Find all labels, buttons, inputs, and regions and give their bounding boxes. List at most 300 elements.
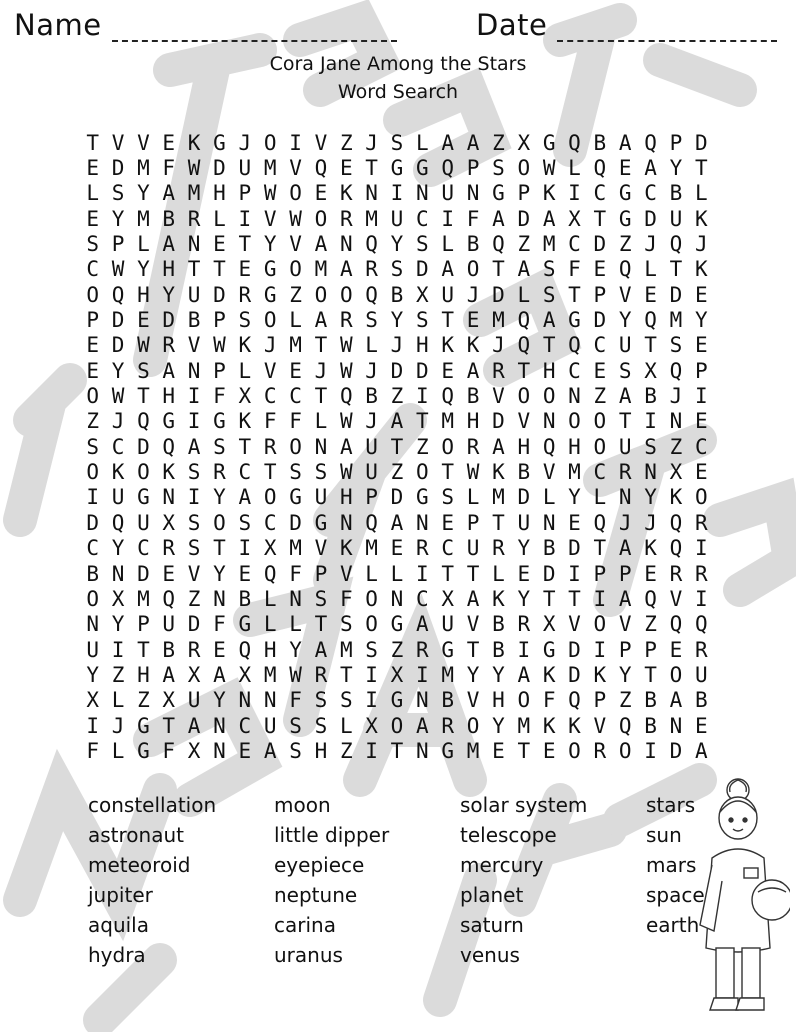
grid-letter[interactable]: K [644,536,657,561]
grid-letter[interactable]: I [187,485,201,510]
grid-letter[interactable]: L [314,409,328,434]
grid-letter[interactable]: K [669,485,683,510]
grid-letter[interactable]: Y [618,662,632,687]
grid-letter[interactable]: K [162,460,176,485]
grid-letter[interactable]: L [441,232,455,257]
grid-letter[interactable]: A [263,738,277,763]
grid-letter[interactable]: A [466,358,480,383]
grid-letter[interactable]: S [289,738,302,763]
grid-letter[interactable]: F [568,257,581,282]
grid-letter[interactable]: J [365,130,378,155]
grid-letter[interactable]: D [492,282,505,307]
grid-letter[interactable]: Q [568,333,581,358]
grid-letter[interactable]: V [568,612,581,637]
grid-letter[interactable]: N [86,612,99,637]
grid-letter[interactable]: B [492,637,505,662]
grid-letter[interactable]: R [492,536,505,561]
grid-letter[interactable]: Q [517,308,531,333]
grid-letter[interactable]: X [162,688,176,713]
grid-letter[interactable]: P [694,358,708,383]
grid-letter[interactable]: Y [644,485,657,510]
grid-letter[interactable]: W [213,333,226,358]
grid-letter[interactable]: B [492,612,505,637]
grid-letter[interactable]: Z [644,612,657,637]
grid-letter[interactable]: I [238,206,252,231]
grid-letter[interactable]: Z [339,738,353,763]
grid-letter[interactable]: S [86,434,99,459]
grid-letter[interactable]: S [669,333,683,358]
grid-letter[interactable]: Q [365,232,378,257]
grid-letter[interactable]: T [441,460,455,485]
grid-letter[interactable]: T [492,510,505,535]
grid-letter[interactable]: B [390,282,404,307]
grid-letter[interactable]: U [466,536,480,561]
grid-letter[interactable]: V [187,333,201,358]
grid-letter[interactable]: Z [111,662,125,687]
grid-letter[interactable]: O [593,434,607,459]
grid-letter[interactable]: L [365,333,378,358]
grid-letter[interactable]: S [390,257,404,282]
grid-letter[interactable]: O [86,586,99,611]
grid-letter[interactable]: M [492,308,505,333]
grid-letter[interactable]: G [314,510,328,535]
grid-letter[interactable]: K [111,460,125,485]
grid-letter[interactable]: D [390,485,404,510]
grid-letter[interactable]: T [314,612,328,637]
grid-letter[interactable]: E [694,713,708,738]
grid-letter[interactable]: Q [669,232,683,257]
grid-letter[interactable]: U [111,485,125,510]
grid-letter[interactable]: E [694,409,708,434]
grid-letter[interactable]: L [238,358,252,383]
grid-letter[interactable]: Y [669,156,683,181]
grid-letter[interactable]: Y [466,662,480,687]
grid-letter[interactable]: E [644,282,657,307]
grid-letter[interactable]: A [162,181,176,206]
grid-letter[interactable]: N [314,434,328,459]
grid-letter[interactable]: W [137,333,150,358]
grid-letter[interactable]: B [466,384,480,409]
grid-letter[interactable]: O [390,713,404,738]
grid-letter[interactable]: N [187,232,201,257]
grid-letter[interactable]: Z [416,434,429,459]
grid-letter[interactable]: M [137,586,150,611]
grid-letter[interactable]: Q [314,156,328,181]
grid-letter[interactable]: X [441,586,455,611]
grid-letter[interactable]: S [441,485,455,510]
grid-letter[interactable]: C [137,536,150,561]
grid-letter[interactable]: Q [162,434,176,459]
grid-letter[interactable]: Z [618,688,632,713]
grid-letter[interactable]: L [339,713,353,738]
grid-letter[interactable]: J [492,333,505,358]
grid-letter[interactable]: A [339,434,353,459]
grid-letter[interactable]: E [466,308,480,333]
grid-letter[interactable]: V [669,586,683,611]
grid-letter[interactable]: G [492,181,505,206]
grid-letter[interactable]: Y [137,257,150,282]
grid-letter[interactable]: T [238,434,252,459]
grid-letter[interactable]: H [466,409,480,434]
grid-letter[interactable]: O [365,612,378,637]
grid-letter[interactable]: C [416,586,429,611]
grid-letter[interactable]: H [517,434,531,459]
grid-letter[interactable]: B [517,460,531,485]
grid-letter[interactable]: Q [517,333,531,358]
grid-letter[interactable]: M [263,156,277,181]
grid-letter[interactable]: B [644,688,657,713]
grid-letter[interactable]: E [289,358,302,383]
grid-letter[interactable]: R [694,510,708,535]
grid-letter[interactable]: L [694,181,708,206]
grid-letter[interactable]: L [213,206,226,231]
grid-letter[interactable]: Q [137,409,150,434]
grid-letter[interactable]: N [238,688,252,713]
grid-letter[interactable]: Z [390,460,404,485]
grid-letter[interactable]: T [466,637,480,662]
grid-letter[interactable]: G [390,612,404,637]
grid-letter[interactable]: S [238,510,252,535]
grid-letter[interactable]: A [669,688,683,713]
grid-letter[interactable]: O [542,384,556,409]
grid-letter[interactable]: D [137,561,150,586]
grid-letter[interactable]: P [593,688,607,713]
grid-letter[interactable]: Z [339,130,353,155]
grid-letter[interactable]: C [86,257,99,282]
grid-letter[interactable]: T [238,232,252,257]
grid-letter[interactable]: W [339,409,353,434]
grid-letter[interactable]: I [365,662,378,687]
grid-letter[interactable]: H [263,637,277,662]
grid-letter[interactable]: R [187,637,201,662]
grid-letter[interactable]: R [162,333,176,358]
grid-letter[interactable]: Q [263,561,277,586]
grid-letter[interactable]: V [263,358,277,383]
grid-letter[interactable]: E [86,206,99,231]
grid-letter[interactable]: N [466,181,480,206]
grid-letter[interactable]: W [263,181,277,206]
grid-letter[interactable]: G [137,738,150,763]
grid-letter[interactable]: P [517,181,531,206]
grid-letter[interactable]: A [187,434,201,459]
grid-letter[interactable]: W [339,333,353,358]
grid-letter[interactable]: S [314,688,328,713]
grid-letter[interactable]: I [644,409,657,434]
grid-letter[interactable]: A [416,713,429,738]
grid-letter[interactable]: W [111,257,125,282]
grid-letter[interactable]: Z [593,384,607,409]
grid-letter[interactable]: Q [365,282,378,307]
grid-letter[interactable]: N [644,460,657,485]
grid-letter[interactable]: C [441,536,455,561]
grid-letter[interactable]: G [618,206,632,231]
grid-letter[interactable]: M [568,460,581,485]
grid-letter[interactable]: L [289,612,302,637]
grid-letter[interactable]: E [568,510,581,535]
grid-letter[interactable]: A [162,232,176,257]
grid-letter[interactable]: X [187,662,201,687]
grid-letter[interactable]: T [416,409,429,434]
grid-letter[interactable]: G [390,688,404,713]
grid-letter[interactable]: X [238,662,252,687]
grid-letter[interactable]: T [568,282,581,307]
grid-letter[interactable]: A [314,308,328,333]
grid-letter[interactable]: Z [289,282,302,307]
grid-letter[interactable]: S [339,612,353,637]
grid-letter[interactable]: I [694,384,708,409]
grid-letter[interactable]: Q [593,156,607,181]
grid-letter[interactable]: H [314,738,328,763]
grid-letter[interactable]: H [137,662,150,687]
grid-letter[interactable]: E [618,156,632,181]
grid-letter[interactable]: M [441,662,455,687]
grid-letter[interactable]: J [694,232,708,257]
grid-letter[interactable]: E [593,257,607,282]
grid-letter[interactable]: C [238,713,252,738]
grid-letter[interactable]: S [492,156,505,181]
grid-letter[interactable]: R [213,460,226,485]
grid-letter[interactable]: C [593,181,607,206]
grid-letter[interactable]: O [86,460,99,485]
grid-letter[interactable]: U [187,282,201,307]
grid-letter[interactable]: D [542,561,556,586]
grid-letter[interactable]: H [213,181,226,206]
grid-letter[interactable]: O [137,460,150,485]
grid-letter[interactable]: E [213,637,226,662]
grid-letter[interactable]: A [618,384,632,409]
grid-letter[interactable]: D [517,206,531,231]
grid-letter[interactable]: G [441,637,455,662]
grid-letter[interactable]: L [111,738,125,763]
grid-letter[interactable]: T [568,586,581,611]
grid-letter[interactable]: S [644,434,657,459]
grid-letter[interactable]: Y [111,206,125,231]
grid-letter[interactable]: O [517,156,531,181]
grid-letter[interactable]: I [568,561,581,586]
grid-letter[interactable]: U [162,612,176,637]
grid-letter[interactable]: P [593,561,607,586]
grid-letter[interactable]: K [339,536,353,561]
grid-letter[interactable]: K [542,181,556,206]
grid-letter[interactable]: T [263,460,277,485]
grid-letter[interactable]: S [365,308,378,333]
grid-letter[interactable]: I [86,485,99,510]
grid-letter[interactable]: W [289,206,302,231]
grid-letter[interactable]: E [86,156,99,181]
grid-letter[interactable]: O [314,206,328,231]
grid-letter[interactable]: I [593,637,607,662]
grid-letter[interactable]: Y [213,688,226,713]
grid-letter[interactable]: V [542,460,556,485]
grid-letter[interactable]: A [466,586,480,611]
grid-letter[interactable]: X [162,510,176,535]
grid-letter[interactable]: T [162,713,176,738]
grid-letter[interactable]: J [669,384,683,409]
grid-letter[interactable]: Q [644,586,657,611]
grid-letter[interactable]: F [213,384,226,409]
grid-letter[interactable]: Q [162,586,176,611]
grid-letter[interactable]: P [137,612,150,637]
grid-letter[interactable]: I [390,181,404,206]
grid-letter[interactable]: B [644,384,657,409]
grid-letter[interactable]: S [542,282,556,307]
grid-letter[interactable]: D [162,308,176,333]
grid-letter[interactable]: B [162,206,176,231]
grid-letter[interactable]: N [339,232,353,257]
grid-letter[interactable]: Y [517,586,531,611]
grid-letter[interactable]: E [137,308,150,333]
grid-letter[interactable]: C [568,358,581,383]
grid-letter[interactable]: A [542,308,556,333]
grid-letter[interactable]: L [568,156,581,181]
grid-letter[interactable]: W [289,662,302,687]
grid-letter[interactable]: Q [669,510,683,535]
grid-letter[interactable]: I [365,738,378,763]
grid-letter[interactable]: R [314,662,328,687]
grid-letter[interactable]: K [492,460,505,485]
grid-letter[interactable]: L [263,612,277,637]
grid-letter[interactable]: T [441,561,455,586]
grid-letter[interactable]: O [593,409,607,434]
grid-letter[interactable]: J [644,510,657,535]
grid-letter[interactable]: N [416,181,429,206]
grid-letter[interactable]: J [238,130,252,155]
grid-letter[interactable]: D [213,156,226,181]
grid-letter[interactable]: G [542,637,556,662]
grid-letter[interactable]: I [644,738,657,763]
grid-letter[interactable]: V [593,713,607,738]
grid-letter[interactable]: I [86,713,99,738]
grid-letter[interactable]: D [593,308,607,333]
grid-letter[interactable]: L [263,586,277,611]
grid-letter[interactable]: E [644,561,657,586]
grid-letter[interactable]: Y [618,308,632,333]
grid-letter[interactable]: O [213,510,226,535]
grid-letter[interactable]: Q [542,434,556,459]
grid-letter[interactable]: K [238,409,252,434]
grid-letter[interactable]: U [390,206,404,231]
grid-letter[interactable]: T [314,333,328,358]
grid-letter[interactable]: A [441,130,455,155]
grid-letter[interactable]: U [137,510,150,535]
grid-letter[interactable]: N [213,713,226,738]
grid-letter[interactable]: D [111,308,125,333]
grid-letter[interactable]: E [669,637,683,662]
grid-letter[interactable]: G [263,257,277,282]
grid-letter[interactable]: Z [492,130,505,155]
grid-letter[interactable]: C [694,434,708,459]
grid-letter[interactable]: Z [137,688,150,713]
grid-letter[interactable]: M [289,536,302,561]
grid-letter[interactable]: S [238,308,252,333]
grid-letter[interactable]: T [517,358,531,383]
grid-letter[interactable]: N [263,688,277,713]
grid-letter[interactable]: V [466,688,480,713]
grid-letter[interactable]: T [492,257,505,282]
grid-letter[interactable]: Q [568,688,581,713]
grid-letter[interactable]: U [618,434,632,459]
grid-letter[interactable]: N [416,510,429,535]
grid-letter[interactable]: D [644,206,657,231]
grid-letter[interactable]: M [466,738,480,763]
grid-letter[interactable]: Y [162,282,176,307]
grid-letter[interactable]: I [441,206,455,231]
grid-letter[interactable]: L [365,561,378,586]
grid-letter[interactable]: Q [339,384,353,409]
grid-letter[interactable]: R [162,536,176,561]
grid-letter[interactable]: F [339,586,353,611]
grid-letter[interactable]: R [466,434,480,459]
grid-letter[interactable]: D [568,536,581,561]
grid-letter[interactable]: P [213,308,226,333]
grid-letter[interactable]: M [517,713,531,738]
grid-letter[interactable]: F [162,738,176,763]
grid-letter[interactable]: S [416,232,429,257]
grid-letter[interactable]: Q [111,510,125,535]
grid-letter[interactable]: C [593,333,607,358]
grid-letter[interactable]: V [187,561,201,586]
grid-letter[interactable]: P [618,561,632,586]
grid-letter[interactable]: R [365,257,378,282]
grid-letter[interactable]: T [390,738,404,763]
grid-letter[interactable]: U [86,637,99,662]
grid-letter[interactable]: L [466,485,480,510]
grid-letter[interactable]: N [618,485,632,510]
grid-letter[interactable]: D [669,282,683,307]
grid-letter[interactable]: W [339,358,353,383]
grid-letter[interactable]: O [441,434,455,459]
grid-letter[interactable]: C [86,536,99,561]
grid-letter[interactable]: T [390,434,404,459]
grid-letter[interactable]: Z [86,409,99,434]
grid-letter[interactable]: I [416,662,429,687]
grid-letter[interactable]: H [542,358,556,383]
grid-letter[interactable]: Q [618,713,632,738]
grid-letter[interactable]: I [111,637,125,662]
grid-letter[interactable]: D [137,434,150,459]
grid-letter[interactable]: S [314,460,328,485]
grid-letter[interactable]: O [568,409,581,434]
grid-letter[interactable]: L [416,130,429,155]
grid-letter[interactable]: P [365,485,378,510]
grid-letter[interactable]: L [517,282,531,307]
grid-letter[interactable]: T [137,637,150,662]
grid-letter[interactable]: C [593,460,607,485]
grid-letter[interactable]: M [669,308,683,333]
grid-letter[interactable]: U [365,434,378,459]
grid-letter[interactable]: G [618,181,632,206]
grid-letter[interactable]: T [365,156,378,181]
grid-letter[interactable]: G [390,156,404,181]
grid-letter[interactable]: A [390,510,404,535]
grid-letter[interactable]: K [593,662,607,687]
grid-letter[interactable]: K [694,257,708,282]
grid-letter[interactable]: H [162,384,176,409]
grid-letter[interactable]: M [339,637,353,662]
grid-letter[interactable]: S [86,232,99,257]
grid-letter[interactable]: O [517,688,531,713]
grid-letter[interactable]: Q [111,282,125,307]
grid-letter[interactable]: F [86,738,99,763]
grid-letter[interactable]: S [111,181,125,206]
grid-letter[interactable]: E [390,536,404,561]
grid-letter[interactable]: U [441,282,455,307]
grid-letter[interactable]: T [314,384,328,409]
grid-letter[interactable]: V [618,282,632,307]
grid-letter[interactable]: K [339,181,353,206]
grid-letter[interactable]: T [644,333,657,358]
grid-letter[interactable]: V [137,130,150,155]
